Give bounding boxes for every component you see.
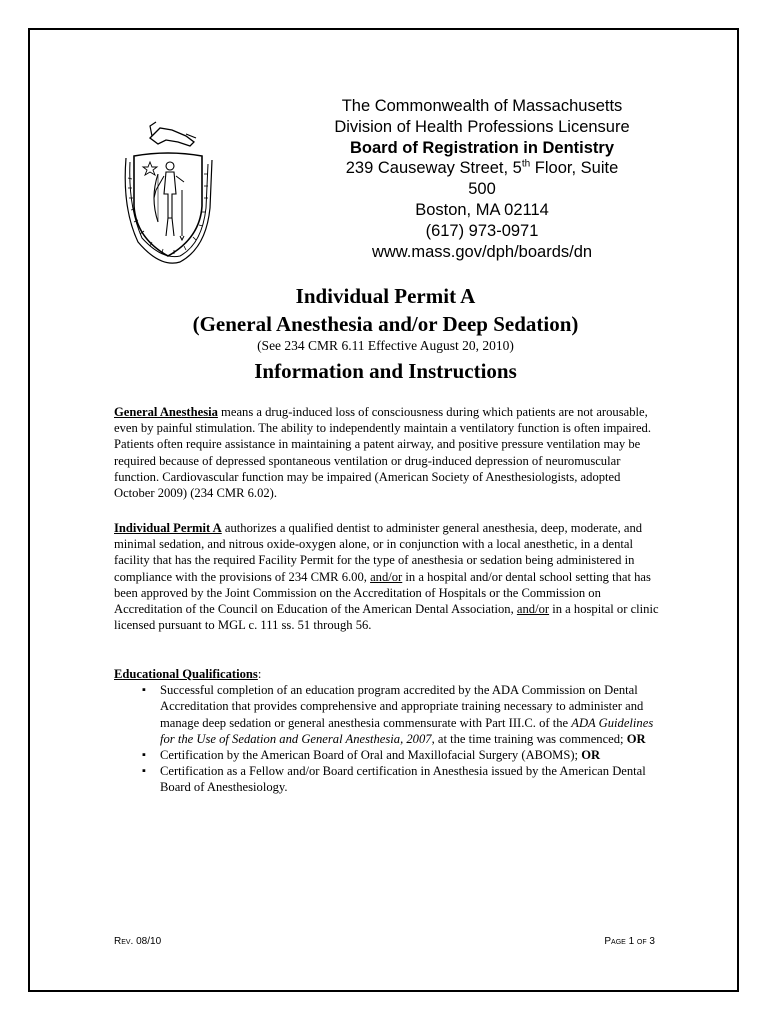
revision-label: Rev. 08/10 xyxy=(114,936,162,947)
qualifications-section xyxy=(114,666,662,796)
document-page xyxy=(28,28,739,992)
header-commonwealth: The Commonwealth of Massachusetts xyxy=(341,97,623,115)
qualifications-heading: Educational Qualifications: xyxy=(114,667,262,681)
list-item: ▪ Certification by the American Board of Oral and Maxillofacial Surgery (ABOMS); OR xyxy=(160,747,662,763)
document-title xyxy=(30,282,741,386)
list-item: ▪ Certification as a Fellow and/or Board certification in Anesthesia issued by the American Dental Board of Anesthesiology. xyxy=(160,763,662,795)
page-number: Page 1 of 3 xyxy=(604,936,655,947)
agency-header xyxy=(332,96,632,262)
list-item: ▪ Successful completion of an education program accredited by the ADA Commission on Dental Accreditation that provides comprehensive and appropriate training necessary to administer and manage deep sedation or general anesthesia commensurate with Part III.C. of the ADA Guidelines for the Use of Sedation and General Anesthesia, 2007, at the time training was commenced; OR xyxy=(160,682,662,747)
permit-a-term: Individual Permit A xyxy=(114,521,222,535)
header-division: Division of Health Professions Licensure xyxy=(334,117,630,136)
massachusetts-seal-icon xyxy=(120,98,216,266)
header-website: www.mass.gov/dph/boards/dn xyxy=(371,242,593,261)
title-instructions: Information and Instructions xyxy=(254,359,517,383)
title-subtitle: (General Anesthesia and/or Deep Sedation) xyxy=(192,312,579,336)
title-reference: (See 234 CMR 6.11 Effective August 20, 2010) xyxy=(257,338,514,353)
header-city: Boston, MA 02114 xyxy=(415,200,549,219)
header-board: Board of Registration in Dentistry xyxy=(349,138,615,157)
general-anesthesia-paragraph: General Anesthesia means a drug-induced loss of consciousness during which patients are not arousable, even by painful stimulation. The ability to independently maintain a ventilatory function is often impaired. Patients often require assistance in maintaining a patent airway, and positive pressure ventilation may be required because of depressed spontaneous ventilation or drug-induced depression of neuromuscular function. Cardiovascular function may be impaired (American Society of Anesthesiologists, adopted October 2009) (234 CMR 6.02). xyxy=(114,405,651,501)
title-permit: Individual Permit A xyxy=(295,284,476,308)
general-anesthesia-term: General Anesthesia xyxy=(114,405,218,419)
header-phone: (617) 973-0971 xyxy=(425,221,539,240)
header-street-address: 239 Causeway Street, 5th Floor, Suite 500 xyxy=(345,158,619,199)
permit-a-paragraph: Individual Permit A authorizes a qualified dentist to administer general anesthesia, deep, moderate, and minimal sedation, and nitrous oxide-oxygen alone, or in conjunction with a local anesthetic, in a dental facility that has the required Facility Permit for the type of anesthesia or sedation being administered in compliance with the provisions of 234 CMR 6.00, and/or in a hospital and/or dental school setting that has been approved by the Joint Commission on the Accreditation of Hospitals or the Commission on Accreditation of the Council on Education of the American Dental Association, and/or in a hospital or clinic licensed pursuant to MGL c. 111 ss. 51 through 56. xyxy=(114,521,659,633)
qualifications-list xyxy=(114,682,662,795)
